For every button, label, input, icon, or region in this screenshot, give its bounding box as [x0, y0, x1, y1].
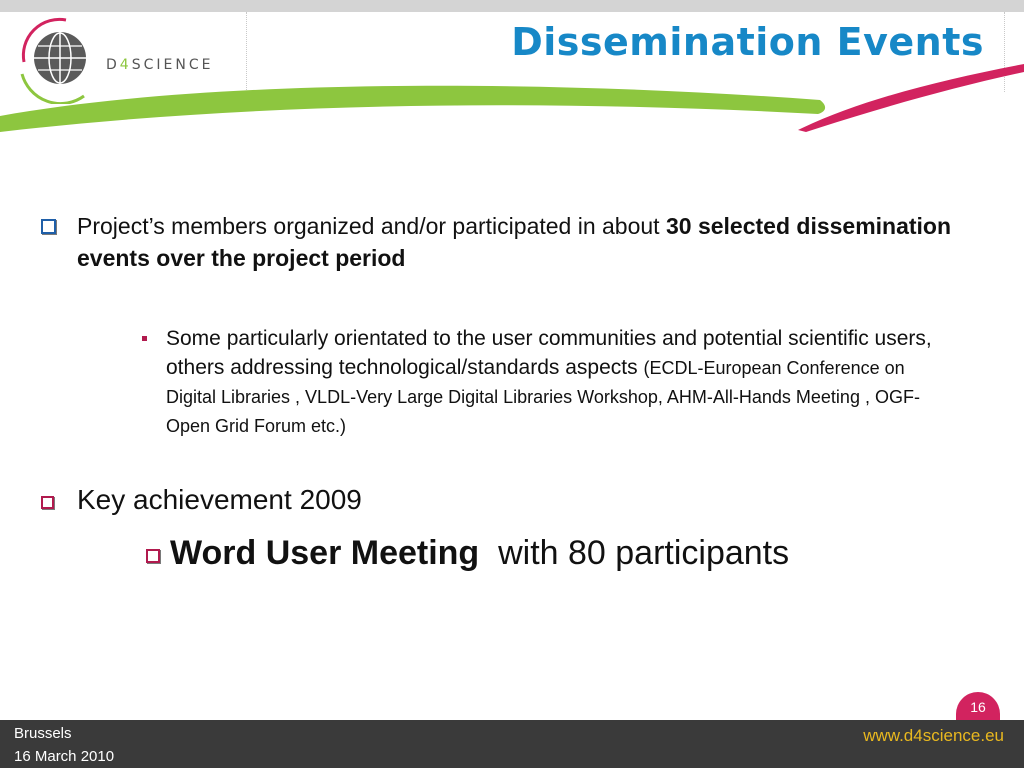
footer-url: www.d4science.eu	[863, 726, 1004, 745]
sub-bullet-marker-icon	[142, 336, 147, 341]
bullet-dissemination-events	[77, 210, 977, 274]
svg-text:D4SCIENCE: D4SCIENCE	[106, 57, 214, 73]
footer-location: Brussels	[14, 725, 72, 742]
slide-title: Dissemination Events	[511, 20, 984, 64]
bullet-key-achievement: Key achievement 2009	[77, 484, 362, 515]
sub-bullet-user-communities	[166, 324, 956, 440]
footer-location-date	[14, 722, 114, 768]
bullet-word-user-meeting	[170, 534, 789, 573]
sub-bullet-text: Some particularly orientated to the user communities and potential scientific users, others addressing technological/standards aspects	[166, 327, 932, 379]
page-number-badge: 16	[956, 692, 1000, 724]
square-bullet-icon	[146, 549, 160, 563]
square-bullet-icon	[41, 496, 54, 509]
footer-date: 16 March 2010	[14, 748, 115, 765]
bullet1-text: Project’s members organized and/or participated in about	[77, 213, 666, 239]
square-bullet-icon	[41, 219, 56, 234]
sub-bullet-detail: (ECDL-European Conference on Digital Libraries , VLDL-Very Large Digital Libraries Workshop, AHM-All-Hands Meeting , OGF-Open Grid Forum etc.)	[166, 358, 920, 436]
d4science-logo	[14, 14, 244, 104]
bullet1-bold: 30 selected dissemination events over the project period	[77, 213, 952, 271]
top-strip	[0, 0, 1024, 12]
bullet3-bold: Word User Meeting	[170, 534, 480, 572]
bullet3-text: with 80 participants	[479, 534, 790, 572]
